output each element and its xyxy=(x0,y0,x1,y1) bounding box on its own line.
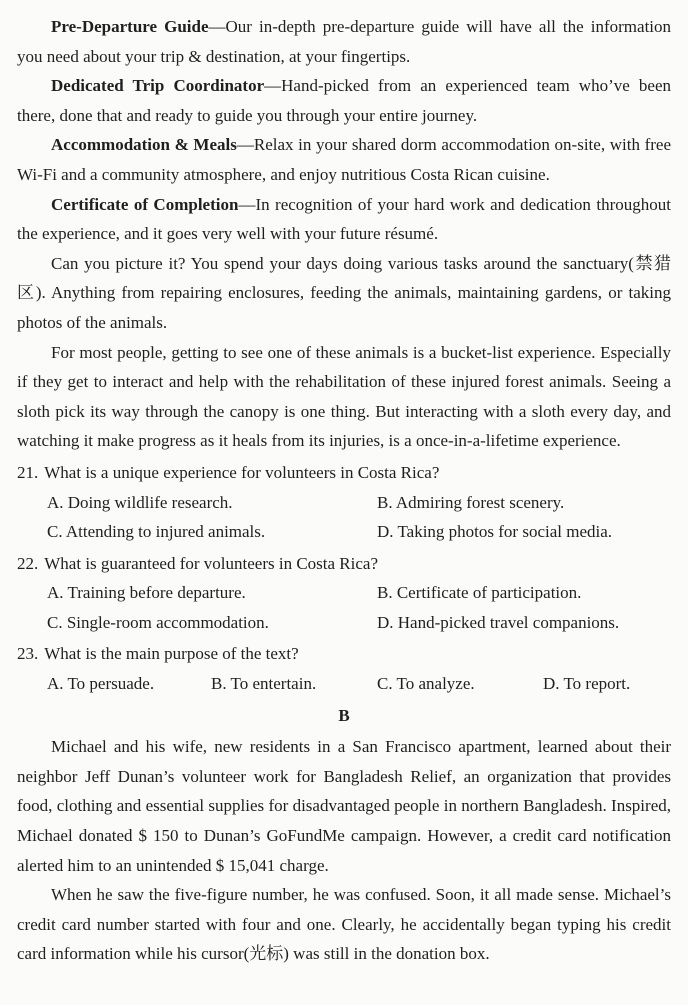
body-paragraph-sloth: For most people, getting to see one of these animals is a bucket-list experience. Especially if they get to interact and help with the rehabilitation of these injured forest animals. Seeing a sloth pick its way through the canopy is one thing. But interacting with a sloth every day, and watching it make progress as it heals from its injuries, is a once-in-a-lifetime experience. xyxy=(17,342,671,451)
question-number: 23. xyxy=(17,644,39,664)
question-text: What is the main purpose of the text? xyxy=(44,644,299,664)
passage-b-paragraph-1: Michael and his wife, new residents in a San Francisco apartment, learned about their neighbor Jeff Dunan’s volunteer work for Bangladesh Relief, an organization that provides food, clothing and essential supplies for disadvantaged people in northern Bangladesh. Inspired, Michael donated $ 150 to Dunan’s GoFundMe campaign. However, a credit card notification alerted him to an unintended $ 15,041 charge. xyxy=(17,737,671,875)
feature-text: —Our in-depth pre-departure guide will have all the information you need about your trip & destination, at your fingertips. xyxy=(17,17,672,66)
option-d: D. To report. xyxy=(543,674,631,694)
feature-title: Dedicated Trip Coordinator xyxy=(51,76,265,96)
question-21-head xyxy=(17,458,671,488)
question-21 xyxy=(17,458,671,547)
feature-title: Accommodation & Meals xyxy=(51,135,237,155)
question-22-options xyxy=(17,578,671,637)
option-b: B. To entertain. xyxy=(211,674,317,694)
option-c: C. Attending to injured animals. xyxy=(47,522,266,542)
question-number: 21. xyxy=(17,462,39,482)
question-21-options xyxy=(17,488,671,547)
question-text: What is guaranteed for volunteers in Costa Rica? xyxy=(44,553,378,573)
feature-paragraph-trip-coordinator xyxy=(17,71,671,130)
feature-text: —Relax in your shared dorm accommodation on-site, with free Wi-Fi and a community atmosphere, and enjoy nutritious Costa Rican cuisine. xyxy=(17,135,671,184)
option-a: A. To persuade. xyxy=(47,674,155,694)
option-d: D. Hand-picked travel companions. xyxy=(377,612,620,632)
option-b: B. Admiring forest scenery. xyxy=(377,492,565,512)
question-22-head xyxy=(17,549,671,579)
option-c: C. Single-room accommodation. xyxy=(47,612,269,632)
question-23-head xyxy=(17,639,671,669)
feature-paragraph-pre-departure-guide xyxy=(17,12,671,71)
feature-paragraph-certificate xyxy=(17,190,671,249)
question-23-options xyxy=(17,669,671,699)
passage-b-paragraph-2: When he saw the five-figure number, he was confused. Soon, it all made sense. Michael’s credit card number started with four and one. Clearly, he accidentally began typing his credit card information while his cursor(光标) was still in the donation box. xyxy=(17,885,671,964)
question-text: What is a unique experience for volunteers in Costa Rica? xyxy=(44,462,440,482)
feature-title: Certificate of Completion xyxy=(51,194,239,214)
option-d: D. Taking photos for social media. xyxy=(377,522,613,542)
option-a: A. Training before departure. xyxy=(47,583,246,603)
feature-title: Pre-Departure Guide xyxy=(51,17,209,36)
question-22 xyxy=(17,549,671,638)
section-b-heading: B xyxy=(338,705,350,725)
feature-paragraph-accommodation-meals xyxy=(17,130,671,189)
question-23 xyxy=(17,639,671,698)
option-b: B. Certificate of participation. xyxy=(377,583,582,603)
question-number: 22. xyxy=(17,553,39,573)
feature-text: —In recognition of your hard work and dedication throughout the experience, and it goes very well with your future résumé. xyxy=(17,194,671,244)
body-paragraph-sanctuary: Can you picture it? You spend your days doing various tasks around the sanctuary(禁猎区). Anything from repairing enclosures, feeding the animals, maintaining gardens, or taking photos of the animals. xyxy=(17,253,671,332)
feature-text: —Hand-picked from an experienced team who’ve been there, done that and ready to guide you through your entire journey. xyxy=(17,76,671,125)
option-c: C. To analyze. xyxy=(377,674,475,694)
option-a: A. Doing wildlife research. xyxy=(47,492,233,512)
